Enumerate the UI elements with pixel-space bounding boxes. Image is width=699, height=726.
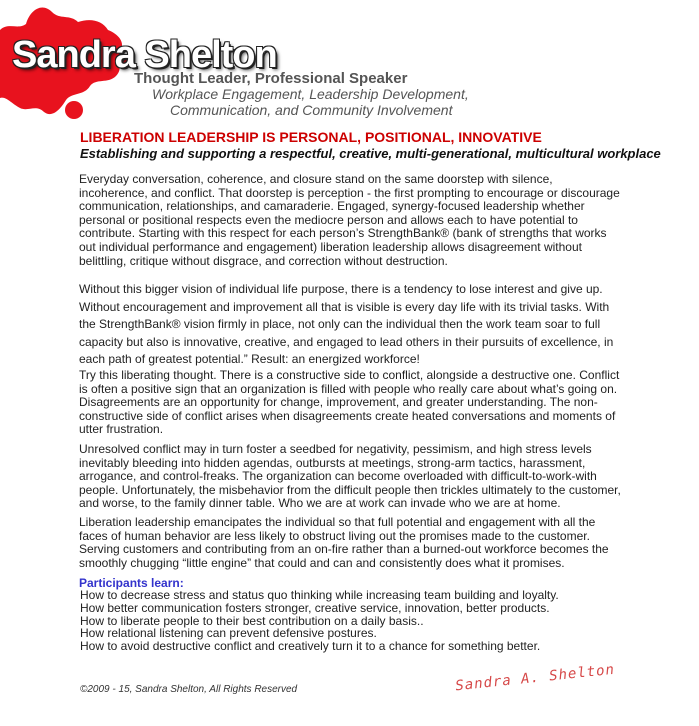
tagline: Thought Leader, Professional Speaker [134, 70, 408, 87]
body-paragraph-3: Try this liberating thought. There is a constructive side to conflict, alongside a destructive one. Conflict is often a positive sign that an organization is filled with people who really care about what’s going on. Disagreements are an opportunity for change, improvement, and greater understanding. The non-constructive side of conflict arises when disagreements create heated conversations and moments of utter frustration. [79, 368, 620, 437]
learning-outcomes-list [80, 589, 559, 653]
learning-outcome-item: How to decrease stress and status quo thinking while increasing team building and loyalty. [80, 588, 559, 602]
body-paragraph-4: Unresolved conflict may in turn foster a seedbed for negativity, pessimism, and high stress levels inevitably bleeding into hidden agendas, outbursts at meetings, strong-arm tactics, harassment, arrogance, and control-freaks. The organization can become overloaded with difficult-to-work-with people. Unfortunately, the misbehavior from the difficult people then trickles ultimately to the customer, and worse, to the family dinner table. Who we are at work can invade who we are at home. [79, 442, 621, 511]
body-paragraph-2: Without this bigger vision of individual life purpose, there is a tendency to lose interest and give up. Without encouragement and improvement all that is visible is every day life with its trivial tasks. With the StrengthBank® vision firmly in place, not only can the individual then the work team soar to full capacity but also is innovative, creative, and engaged to lead others in their pursuits of excellence, in each path of greatest potential.” Result: an energized workforce! [79, 282, 614, 367]
learning-outcome-item: How to avoid destructive conflict and creatively turn it to a chance for something better. [80, 639, 541, 654]
brand-name: Sandra Shelton [12, 34, 277, 76]
learning-outcome-item: How better communication fosters stronger, creative service, innovation, better products. [80, 600, 550, 615]
copyright-notice: ©2009 - 15, Sandra Shelton, All Rights Reserved [80, 684, 298, 695]
body-paragraph-5: Liberation leadership emancipates the individual so that full potential and engagement with all the faces of human behavior are less likely to obstruct living out the promises made to the customer. Serving customers and contributing from an on-fire rather than a burned-out workforce becomes the smoothly chugging “little engine” that could and can and consistently does what it promises. [79, 515, 609, 570]
body-paragraph-1: Everyday conversation, coherence, and closure stand on the same doorstep with silence, incoherence, and conflict. That doorstep is perception - the first prompting to encourage or discourage communication, relationships, and camaraderie. Engaged, synergy-focused leadership whether personal or positional respects even the mediocre person and allows each to have potential to contribute. Starting with this respect for each person’s StrengthBank® (bank of strengths that works out individual performance and engagement) liberation leadership allows disagreement without belittling, critique without disgrace, and correction without destruction. [79, 172, 620, 268]
focus-areas-line-2: Communication, and Community Involvement [170, 102, 453, 118]
article-subheadline: Establishing and supporting a respectful, creative, multi-generational, multicultural workplace [80, 146, 661, 161]
handwritten-signature: Sandra A. Shelton [454, 661, 616, 695]
learning-outcome-item: How relational listening can prevent defensive postures. [80, 626, 377, 641]
learning-outcome-item: How to liberate people to their best contribution on a daily basis.. [80, 613, 424, 628]
participants-learn-heading: Participants learn: [79, 576, 184, 590]
focus-areas-line-1: Workplace Engagement, Leadership Development, [152, 86, 469, 102]
article-headline: LIBERATION LEADERSHIP IS PERSONAL, POSITIONAL, INNOVATIVE [80, 129, 542, 145]
